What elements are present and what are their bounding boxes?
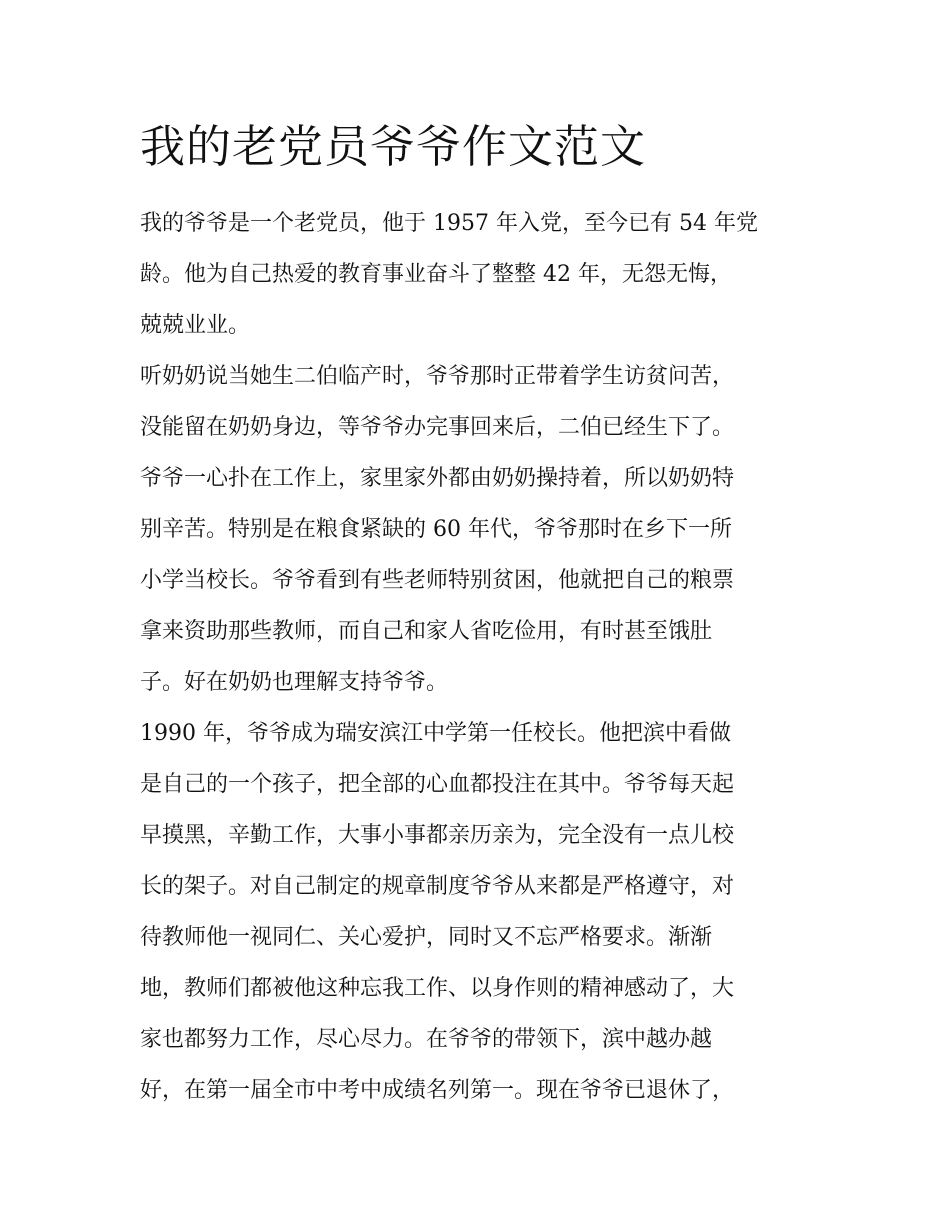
text-line: 没能留在奶奶身边，等爷爷办完事回来后，二伯已经生下了。 <box>140 415 735 440</box>
text-line: 我的爷爷是一个老党员，他于 1957 年入党，至今已有 54 年党 <box>140 211 758 236</box>
text-line: 地，教师们都被他这种忘我工作、以身作则的精神感动了，大 <box>140 976 735 1001</box>
text-line: 拿来资助那些教师，而自己和家人省吃俭用，有时甚至饿肚 <box>140 619 713 644</box>
text-line: 好，在第一届全市中考中成绩名列第一。现在爷爷已退休了， <box>140 1078 735 1103</box>
text-line: 家也都努力工作，尽心尽力。在爷爷的带领下，滨中越办越 <box>140 1027 713 1052</box>
text-line: 1990 年，爷爷成为瑞安滨江中学第一任校长。他把滨中看做 <box>140 721 731 746</box>
text-line: 小学当校长。爷爷看到有些老师特别贫困，他就把自己的粮票 <box>140 568 735 593</box>
text-line: 子。好在奶奶也理解支持爷爷。 <box>140 670 449 695</box>
document-body <box>140 198 820 1116</box>
text-line: 待教师他一视同仁、关心爱护，同时又不忘严格要求。渐渐 <box>140 925 713 950</box>
text-line: 兢兢业业。 <box>140 313 251 338</box>
text-line: 长的架子。对自己制定的规章制度爷爷从来都是严格遵守，对 <box>140 874 735 899</box>
text-line: 别辛苦。特别是在粮食紧缺的 60 年代，爷爷那时在乡下一所 <box>140 517 732 542</box>
text-line: 是自己的一个孩子，把全部的心血都投注在其中。爷爷每天起 <box>140 772 735 797</box>
text-line: 听奶奶说当她生二伯临产时，爷爷那时正带着学生访贫问苦， <box>140 364 735 389</box>
document-title: 我的老党员爷爷作文范文 <box>140 120 647 173</box>
text-line: 爷爷一心扑在工作上，家里家外都由奶奶操持着，所以奶奶特 <box>140 466 735 491</box>
text-line: 龄。他为自己热爱的教育事业奋斗了整整 42 年，无怨无悔， <box>140 262 732 287</box>
text-line: 早摸黑，辛勤工作，大事小事都亲历亲为，完全没有一点儿校 <box>140 823 735 848</box>
